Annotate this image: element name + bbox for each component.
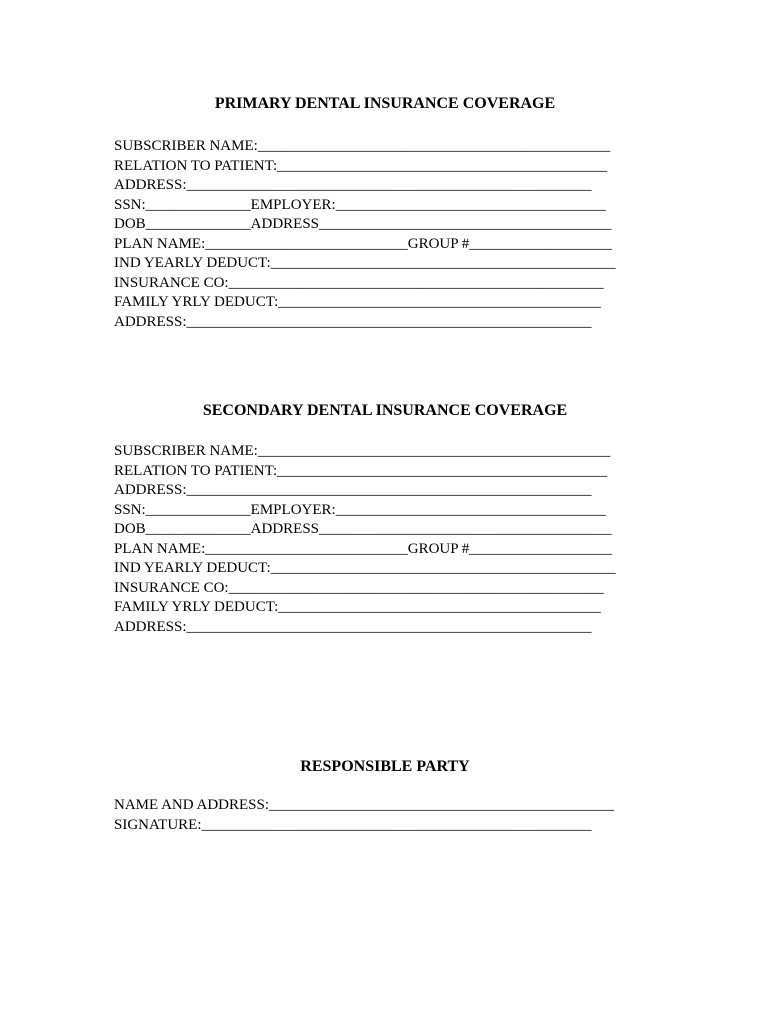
secondary-insurance-co-field[interactable]: INSURANCE CO:__________________________________________________ [114, 579, 604, 596]
responsible-heading: RESPONSIBLE PARTY [300, 758, 470, 775]
primary-heading: PRIMARY DENTAL INSURANCE COVERAGE [214, 95, 556, 112]
responsible-name-address-field[interactable]: NAME AND ADDRESS:______________________________________________ [114, 797, 615, 813]
primary-family-deduct-field[interactable]: FAMILY YRLY DEDUCT:___________________________________________ [114, 294, 601, 310]
primary-address-field[interactable]: ADDRESS:______________________________________________________ [114, 177, 592, 193]
secondary-dob-address-field[interactable]: DOB______________ADDRESS_______________________________________ [114, 521, 612, 537]
primary-insurance-co-field[interactable]: INSURANCE CO:__________________________________________________ [114, 274, 604, 291]
secondary-ind-deduct-field[interactable]: IND YEARLY DEDUCT:______________________________________________ [114, 560, 616, 576]
primary-plan-group-field[interactable]: PLAN NAME:___________________________GROUP #___________________ [114, 235, 612, 252]
primary-dob-address-field[interactable]: DOB______________ADDRESS_______________________________________ [114, 216, 612, 232]
secondary-subscriber-name-field[interactable]: SUBSCRIBER NAME:_______________________________________________ [114, 443, 611, 459]
primary-relation-field[interactable]: RELATION TO PATIENT:____________________________________________ [114, 157, 608, 174]
secondary-address2-field[interactable]: ADDRESS:______________________________________________________ [114, 618, 592, 635]
responsible-signature-field[interactable]: SIGNATURE:____________________________________________________ [114, 816, 592, 833]
primary-ssn-employer-field[interactable]: SSN:______________EMPLOYER:____________________________________ [114, 196, 606, 213]
secondary-address-field[interactable]: ADDRESS:______________________________________________________ [114, 482, 592, 498]
secondary-family-deduct-field[interactable]: FAMILY YRLY DEDUCT:___________________________________________ [114, 599, 601, 615]
secondary-heading: SECONDARY DENTAL INSURANCE COVERAGE [202, 402, 568, 419]
primary-subscriber-name-field[interactable]: SUBSCRIBER NAME:_______________________________________________ [114, 138, 611, 154]
secondary-ssn-employer-field[interactable]: SSN:______________EMPLOYER:____________________________________ [114, 501, 606, 518]
primary-ind-deduct-field[interactable]: IND YEARLY DEDUCT:______________________________________________ [114, 255, 616, 271]
secondary-plan-group-field[interactable]: PLAN NAME:___________________________GROUP #___________________ [114, 540, 612, 557]
primary-address2-field[interactable]: ADDRESS:______________________________________________________ [114, 313, 592, 330]
secondary-relation-field[interactable]: RELATION TO PATIENT:____________________________________________ [114, 462, 608, 479]
